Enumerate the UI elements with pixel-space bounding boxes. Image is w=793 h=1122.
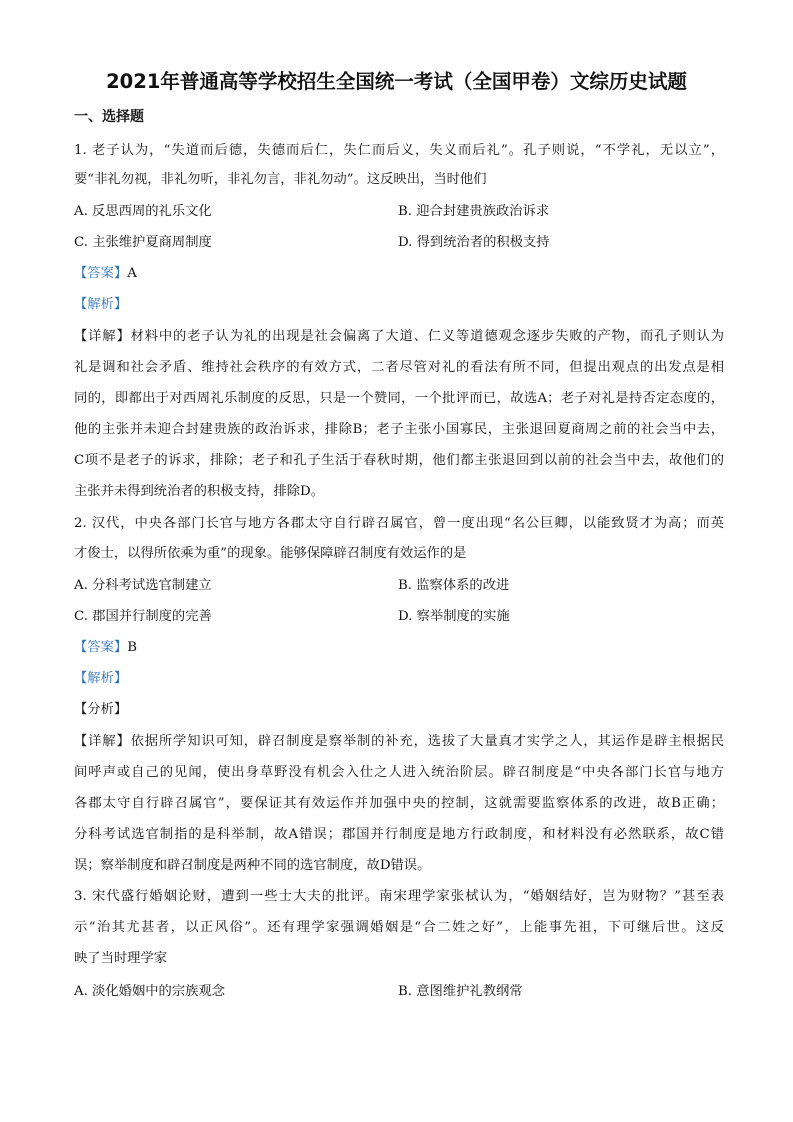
q2-analysis bbox=[74, 669, 724, 689]
q1-analysis bbox=[74, 295, 724, 315]
q2-stem-line: 2. 汉代，中央各部门长官与地方各郡太守自行辟召属官，曾一度出现“名公巨卿，以能致贤才为高；而英 bbox=[74, 516, 724, 531]
q1-option-c: C. 主张维护夏商周制度 bbox=[74, 235, 212, 250]
q1-stem-line: 1. 老子认为，“失道而后德，失德而后仁，失仁而后义，失义而后礼”。孔子则说，“不学礼，无以立”， bbox=[74, 143, 724, 158]
q1-stem-line: 要“非礼勿视，非礼勿听，非礼勿言，非礼勿动”。这反映出，当时他们 bbox=[74, 172, 487, 187]
q3-stem-line: 示“治其尤甚者，以正风俗”。还有理学家强调婚姻是“合二姓之好”，上能事先祖，下可继后世。这反 bbox=[74, 920, 724, 935]
q1-detail-line: 礼是调和社会矛盾、维持社会秩序的有效方式，二者尽管对礼的看法有所不同，但提出观点的出发点是相 bbox=[74, 360, 724, 375]
q2-detail-text: 依据所学知识可知，辟召制度是察举制的补充，选拔了大量真才实学之人，其运作是辟主根据民 bbox=[130, 734, 725, 749]
q1-option-d: D. 得到统治者的积极支持 bbox=[398, 235, 550, 250]
q1-detail-line bbox=[74, 327, 724, 347]
q2-fenxi bbox=[74, 700, 724, 720]
fenxi-tag: 【分析】 bbox=[74, 702, 128, 717]
detail-tag: 【详解】 bbox=[74, 734, 131, 749]
q1-detail-line: 同的，即都出于对西周礼乐制度的反思，只是一个赞同，一个批评而已，故选A；老子对礼是持否定态度的， bbox=[74, 391, 724, 406]
q2-answer-value: B bbox=[127, 640, 137, 655]
q2-stem-line: 才俊士，以得所依乘为重”的现象。能够保障辟召制度有效运作的是 bbox=[74, 546, 467, 561]
q1-option-a: A. 反思西周的礼乐文化 bbox=[74, 204, 212, 219]
q1-option-b: B. 迎合封建贵族政治诉求 bbox=[398, 204, 550, 219]
q2-option-b: B. 监察体系的改进 bbox=[398, 578, 510, 593]
q1-detail-line: C项不是老子的诉求，排除；老子和孔子生活于春秋时期，他们都主张退回到以前的社会当中去，故他们的 bbox=[74, 453, 724, 468]
analysis-tag: 【解析】 bbox=[74, 297, 128, 312]
analysis-tag: 【解析】 bbox=[74, 671, 128, 686]
q2-option-a: A. 分科考试选官制建立 bbox=[74, 578, 212, 593]
q2-answer bbox=[74, 638, 724, 658]
q3-option-a: A. 淡化婚姻中的宗族观念 bbox=[74, 984, 226, 999]
q3-option-b: B. 意图维护礼教纲常 bbox=[398, 984, 523, 999]
q3-stem-line: 3. 宋代盛行婚姻论财，遭到一些士大夫的批评。南宋理学家张栻认为，“婚姻结好，岂为财物？”甚至表 bbox=[74, 889, 724, 904]
q1-detail-text: 材料中的老子认为礼的出现是社会偏离了大道、仁义等道德观念逐步失败的产物，而孔子则认为 bbox=[130, 329, 725, 344]
q2-detail-line: 分科考试选官制指的是科举制，故A错误；郡国并行制度是地方行政制度，和材料没有必然联系，故C错 bbox=[74, 827, 724, 842]
q1-detail-line: 主张并未得到统治者的积极支持，排除D。 bbox=[74, 484, 325, 499]
q2-detail-line: 间呼声或自己的见闻，使出身草野没有机会入仕之人进入统治阶层。辟召制度是“中央各部门长官与地方 bbox=[74, 765, 724, 780]
section-heading: 一、选择题 bbox=[74, 109, 144, 125]
q2-option-d: D. 察举制度的实施 bbox=[398, 609, 510, 624]
q2-detail-line: 各郡太守自行辟召属官”，要保证其有效运作并加强中央的控制，这就需要监察体系的改进，故B正确； bbox=[74, 796, 724, 811]
q3-stem-line: 映了当时理学家 bbox=[74, 951, 168, 966]
q1-answer-value: A bbox=[127, 266, 137, 281]
page-title: 2021年普通高等学校招生全国统一考试（全国甲卷）文综历史试题 bbox=[106, 70, 687, 93]
answer-tag: 【答案】 bbox=[74, 266, 128, 281]
answer-tag: 【答案】 bbox=[74, 640, 128, 655]
q1-answer bbox=[74, 264, 724, 284]
detail-tag: 【详解】 bbox=[74, 329, 131, 344]
q2-detail-line bbox=[74, 732, 724, 752]
q1-detail-line: 他的主张并未迎合封建贵族的政治诉求，排除B；老子主张小国寡民，主张退回夏商周之前的社会当中去， bbox=[74, 422, 724, 437]
q2-option-c: C. 郡国并行制度的完善 bbox=[74, 609, 212, 624]
q2-detail-line: 误；察举制度和辟召制度是两种不同的选官制度，故D错误。 bbox=[74, 858, 431, 873]
